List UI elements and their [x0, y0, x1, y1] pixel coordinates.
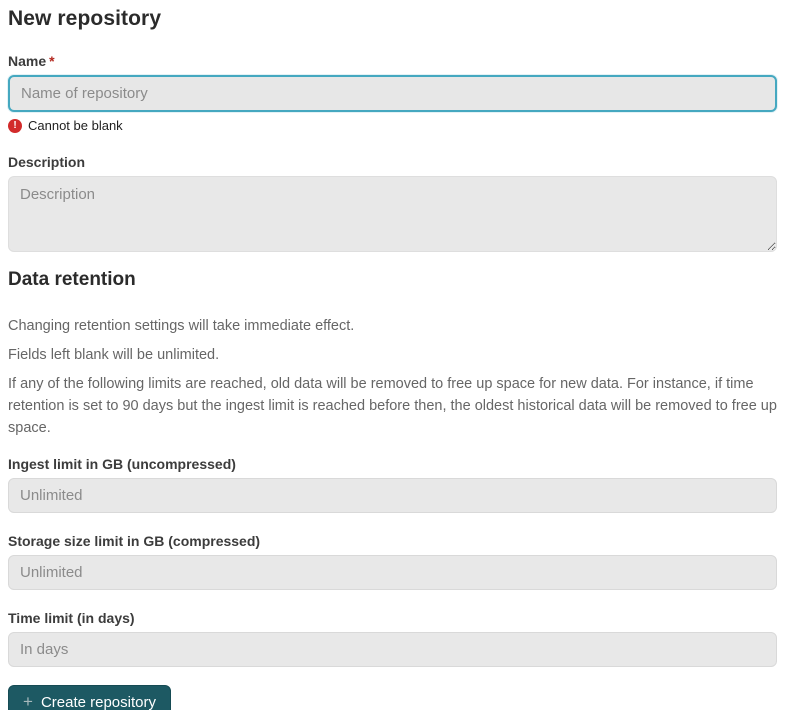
name-label: Name * [8, 53, 55, 69]
time-limit-input[interactable] [8, 632, 777, 667]
description-field-group [8, 154, 777, 252]
plus-icon: + [23, 692, 33, 710]
description-textarea[interactable] [8, 176, 777, 252]
ingest-limit-label: Ingest limit in GB (uncompressed) [8, 456, 236, 472]
page-title: New repository [8, 7, 162, 30]
exclamation-circle-icon: ! [8, 119, 22, 133]
time-limit-label: Time limit (in days) [8, 610, 135, 626]
name-error [8, 118, 777, 133]
storage-limit-label: Storage size limit in GB (compressed) [8, 533, 261, 549]
create-repository-button[interactable] [8, 685, 171, 710]
storage-limit-field-group [8, 533, 777, 590]
retention-paragraph-1: Changing retention settings will take immediate effect. [8, 318, 355, 334]
error-text: Cannot be blank [28, 118, 123, 133]
name-field-group [8, 53, 777, 133]
retention-paragraph-2: Fields left blank will be unlimited. [8, 347, 220, 363]
storage-limit-input[interactable] [8, 555, 777, 590]
ingest-limit-input[interactable] [8, 478, 777, 513]
name-input[interactable] [8, 75, 777, 112]
data-retention-heading: Data retention [8, 269, 136, 290]
time-limit-field-group [8, 610, 777, 667]
required-asterisk: * [49, 53, 55, 69]
description-label: Description [8, 154, 86, 170]
create-repository-button-label: Create repository [40, 694, 156, 710]
ingest-limit-field-group [8, 456, 777, 513]
retention-paragraph-3: If any of the following limits are reached, old data will be removed to free up space for new data. For instance, if time retention is set to 90 days but the ingest limit is reached before then, the oldest historical data will be removed to free up space. [8, 376, 777, 436]
